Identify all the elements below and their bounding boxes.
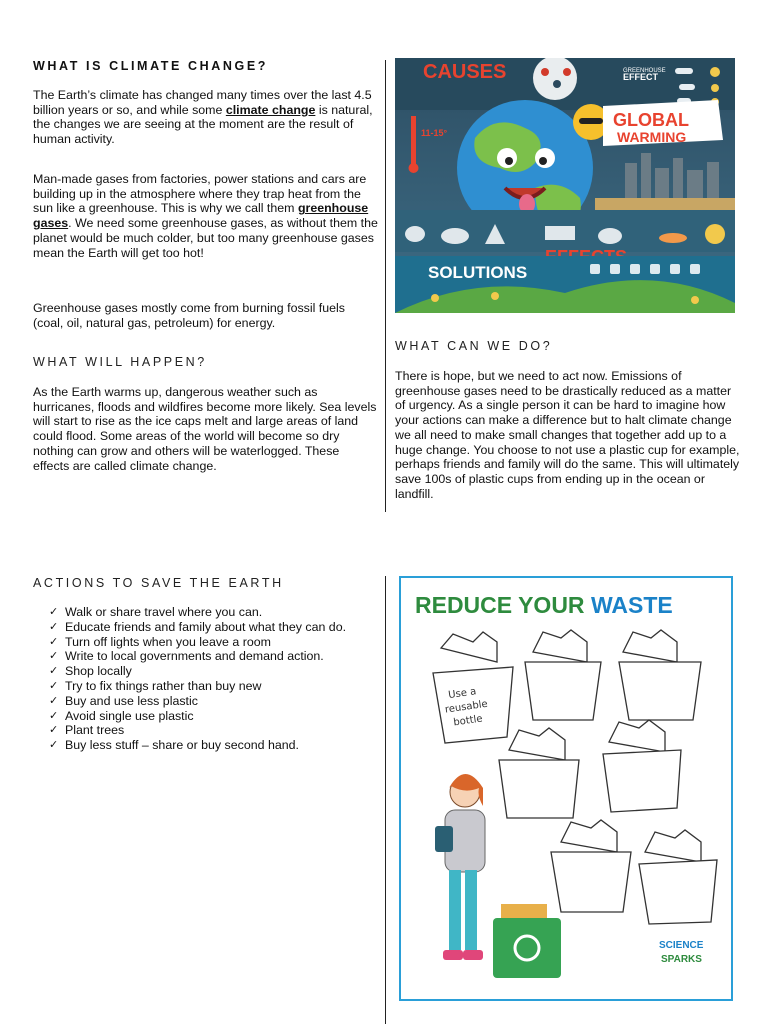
recycling-bin-illustration bbox=[493, 904, 561, 978]
checkmark-icon: ✓ bbox=[49, 650, 59, 663]
paragraph-climate-intro: The Earth’s climate has changed many times over the last 4.5 billion years or so, and while some climate change is natural, the changes we are seeing at the moment are the result of human activity. bbox=[33, 88, 373, 147]
column-divider-top bbox=[385, 60, 386, 512]
checkmark-icon: ✓ bbox=[49, 739, 59, 752]
poster-title: REDUCE YOUR WASTE bbox=[415, 592, 673, 618]
checklist-item: ✓ Write to local governments and demand action. bbox=[49, 649, 324, 664]
science-sparks-logo-line2: SPARKS bbox=[661, 954, 702, 965]
actions-checklist bbox=[33, 605, 378, 753]
infographic-causes-label: CAUSES bbox=[423, 61, 507, 83]
term-climate-change: climate change bbox=[225, 102, 316, 117]
checkmark-icon: ✓ bbox=[49, 665, 59, 678]
checklist-item: ✓ Try to fix things rather than buy new bbox=[49, 678, 262, 693]
infographic-solutions-label: SOLUTIONS bbox=[428, 263, 528, 282]
poster-image bbox=[401, 578, 731, 999]
checklist-item: ✓ Turn off lights when you leave a room bbox=[49, 634, 271, 649]
checklist-item: ✓ Avoid single use plastic bbox=[49, 708, 194, 723]
checklist-item: ✓ Educate friends and family about what they can do. bbox=[49, 619, 347, 634]
checklist-item: ✓ Walk or share travel where you can. bbox=[49, 605, 263, 619]
bin-label-line1: Use a bbox=[447, 686, 477, 702]
checklist-item: ✓ Buy less stuff – share or buy second hand. bbox=[49, 738, 299, 753]
bin-label-line3: bottle bbox=[452, 713, 484, 729]
checkmark-icon: ✓ bbox=[49, 679, 59, 692]
checkmark-icon: ✓ bbox=[49, 709, 59, 722]
paragraph-effects: As the Earth warms up, dangerous weather such as hurricanes, floods and wildfires become more likely. Sea levels will start to rise as the ice caps melt and large areas of land could flood. Some areas of the world will become so dry nothing can grow and others will be waterlogged. These effects are called climate change. bbox=[33, 385, 377, 473]
checklist-item: ✓ Shop locally bbox=[49, 664, 132, 679]
paragraph-fossil-fuels: Greenhouse gases mostly come from burning fossil fuels (coal, oil, natural gas, petroleum) for energy. bbox=[33, 301, 345, 330]
checkmark-icon: ✓ bbox=[49, 724, 59, 737]
infographic-global-label: GLOBAL bbox=[613, 110, 689, 130]
heading-actions-to-save-earth: ACTIONS TO SAVE THE EARTH bbox=[33, 576, 284, 590]
science-sparks-logo-line1: SCIENCE bbox=[659, 940, 704, 951]
term-greenhouse-gases: greenhouse gases bbox=[33, 201, 369, 231]
reduce-waste-poster bbox=[399, 576, 733, 1001]
bin-label-line2: reusable bbox=[444, 698, 489, 716]
paragraph-what-can-we-do: There is hope, but we need to act now. Emissions of greenhouse gases need to be drastically reduced as a matter of urgency. As a single person it can be hard to imagine how your actions can make a difference but to halt climate change we all need to make small changes that together add up to a huge change. You choose to not use a plastic cup for example, perhaps friends and family will do the same. This will ultimately save 100s of plastic cups from ending up in the ocean or landfill. bbox=[395, 369, 740, 501]
infographic-warming-label: WARMING bbox=[617, 129, 687, 145]
checklist-item: ✓ Buy and use less plastic bbox=[49, 693, 198, 708]
checkmark-icon: ✓ bbox=[49, 620, 59, 633]
checkmark-icon: ✓ bbox=[49, 606, 59, 618]
heading-what-is-climate-change: WHAT IS CLIMATE CHANGE? bbox=[33, 59, 269, 73]
infographic-image bbox=[395, 58, 735, 313]
climate-infographic bbox=[395, 58, 735, 313]
heading-what-can-we-do: WHAT CAN WE DO? bbox=[395, 339, 553, 353]
infographic-temperature: 11-15° bbox=[421, 128, 448, 138]
column-divider-bottom bbox=[385, 576, 386, 1024]
infographic-greenhouse-label: GREENHOUSE bbox=[623, 68, 666, 74]
infographic-effect-label: EFFECT bbox=[623, 72, 658, 82]
girl-illustration bbox=[435, 774, 485, 960]
checkmark-icon: ✓ bbox=[49, 694, 59, 707]
heading-what-will-happen: WHAT WILL HAPPEN? bbox=[33, 355, 207, 369]
paragraph-greenhouse: Man-made gases from factories, power stations and cars are building up in the atmosphere where they trap heat from the sun like a greenhouse. This is why we call them greenhouse gases. We need some greenhouse gases, as without them the planet would be much colder, but too many greenhouse gases mean the Earth will get too hot! bbox=[33, 172, 378, 260]
checklist-item: ✓ Plant trees bbox=[49, 723, 125, 738]
checkmark-icon: ✓ bbox=[49, 635, 59, 648]
